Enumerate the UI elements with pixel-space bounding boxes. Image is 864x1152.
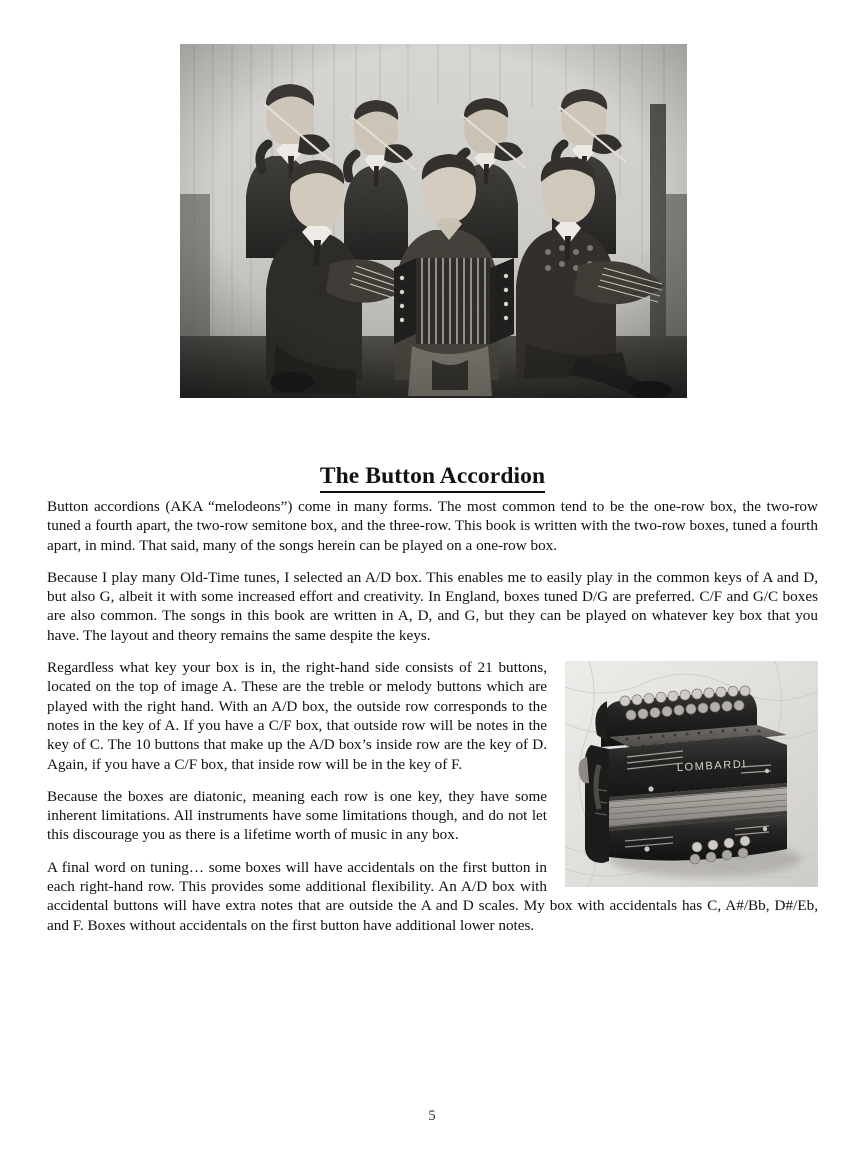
page-title-text: The Button Accordion [320,464,545,493]
page-number: 5 [428,1108,436,1124]
paragraph-intro: Button accordions (AKA “melodeons”) come in many forms. The most common tend to be the one-row box, the two-row tuned a fourth apart, the two-row semitone box, and the three-row. This book is written with the two-row boxes, tuned a fourth apart, in mind. That said, many of the songs herein can be played on a one-row box. [47,498,818,554]
paragraph-tuning-accidentals: A final word on tuning… some boxes will have accidentals on the first button in each right-hand row. This provides some additional flexibility. An A/D box with accidental buttons will have extra notes that are outside the A and D scales. My box with accidentals has C, A#/Bb, D#/Eb, and F. Boxes without accidentals on the first button have additional lower notes. [47,858,818,934]
body-text-column [47,497,818,935]
lombardi-button-accordion-photo [565,661,818,887]
page-title [47,464,818,493]
paragraph-treble-buttons: Regardless what key your box is in, the right-hand side consists of 21 buttons, located on the top of image A. These are the treble or melody buttons which are played with the right hand. With an A/D box, the outside row corresponds to the notes in the key of A. If you have a C/F box, that outside row will be notes in the key of C. The 10 buttons that make up the A/D box’s inside row are the key of D. Again, if you have a C/F box, that inside row will be in the key of F. [47,659,547,773]
vintage-band-photograph [180,44,687,398]
paragraph-key-choice: Because I play many Old-Time tunes, I selected an A/D box. This enables me to easily play in the common keys of A and D, but also G, albeit it with some increased effort and creativity. In England, boxes tuned D/G are preferred. C/F and G/C boxes are also common. The songs in this book are written in A, D, and G, but they can be played on whatever key box that you have. The layout and theory remains the same despite the keys. [47,568,818,644]
paragraph-diatonic-limits: Because the boxes are diatonic, meaning each row is one key, they have some inherent limitations. All instruments have some limitations though, and do not let this discourage you as there is a lifetime worth of music in any box. [47,787,547,844]
